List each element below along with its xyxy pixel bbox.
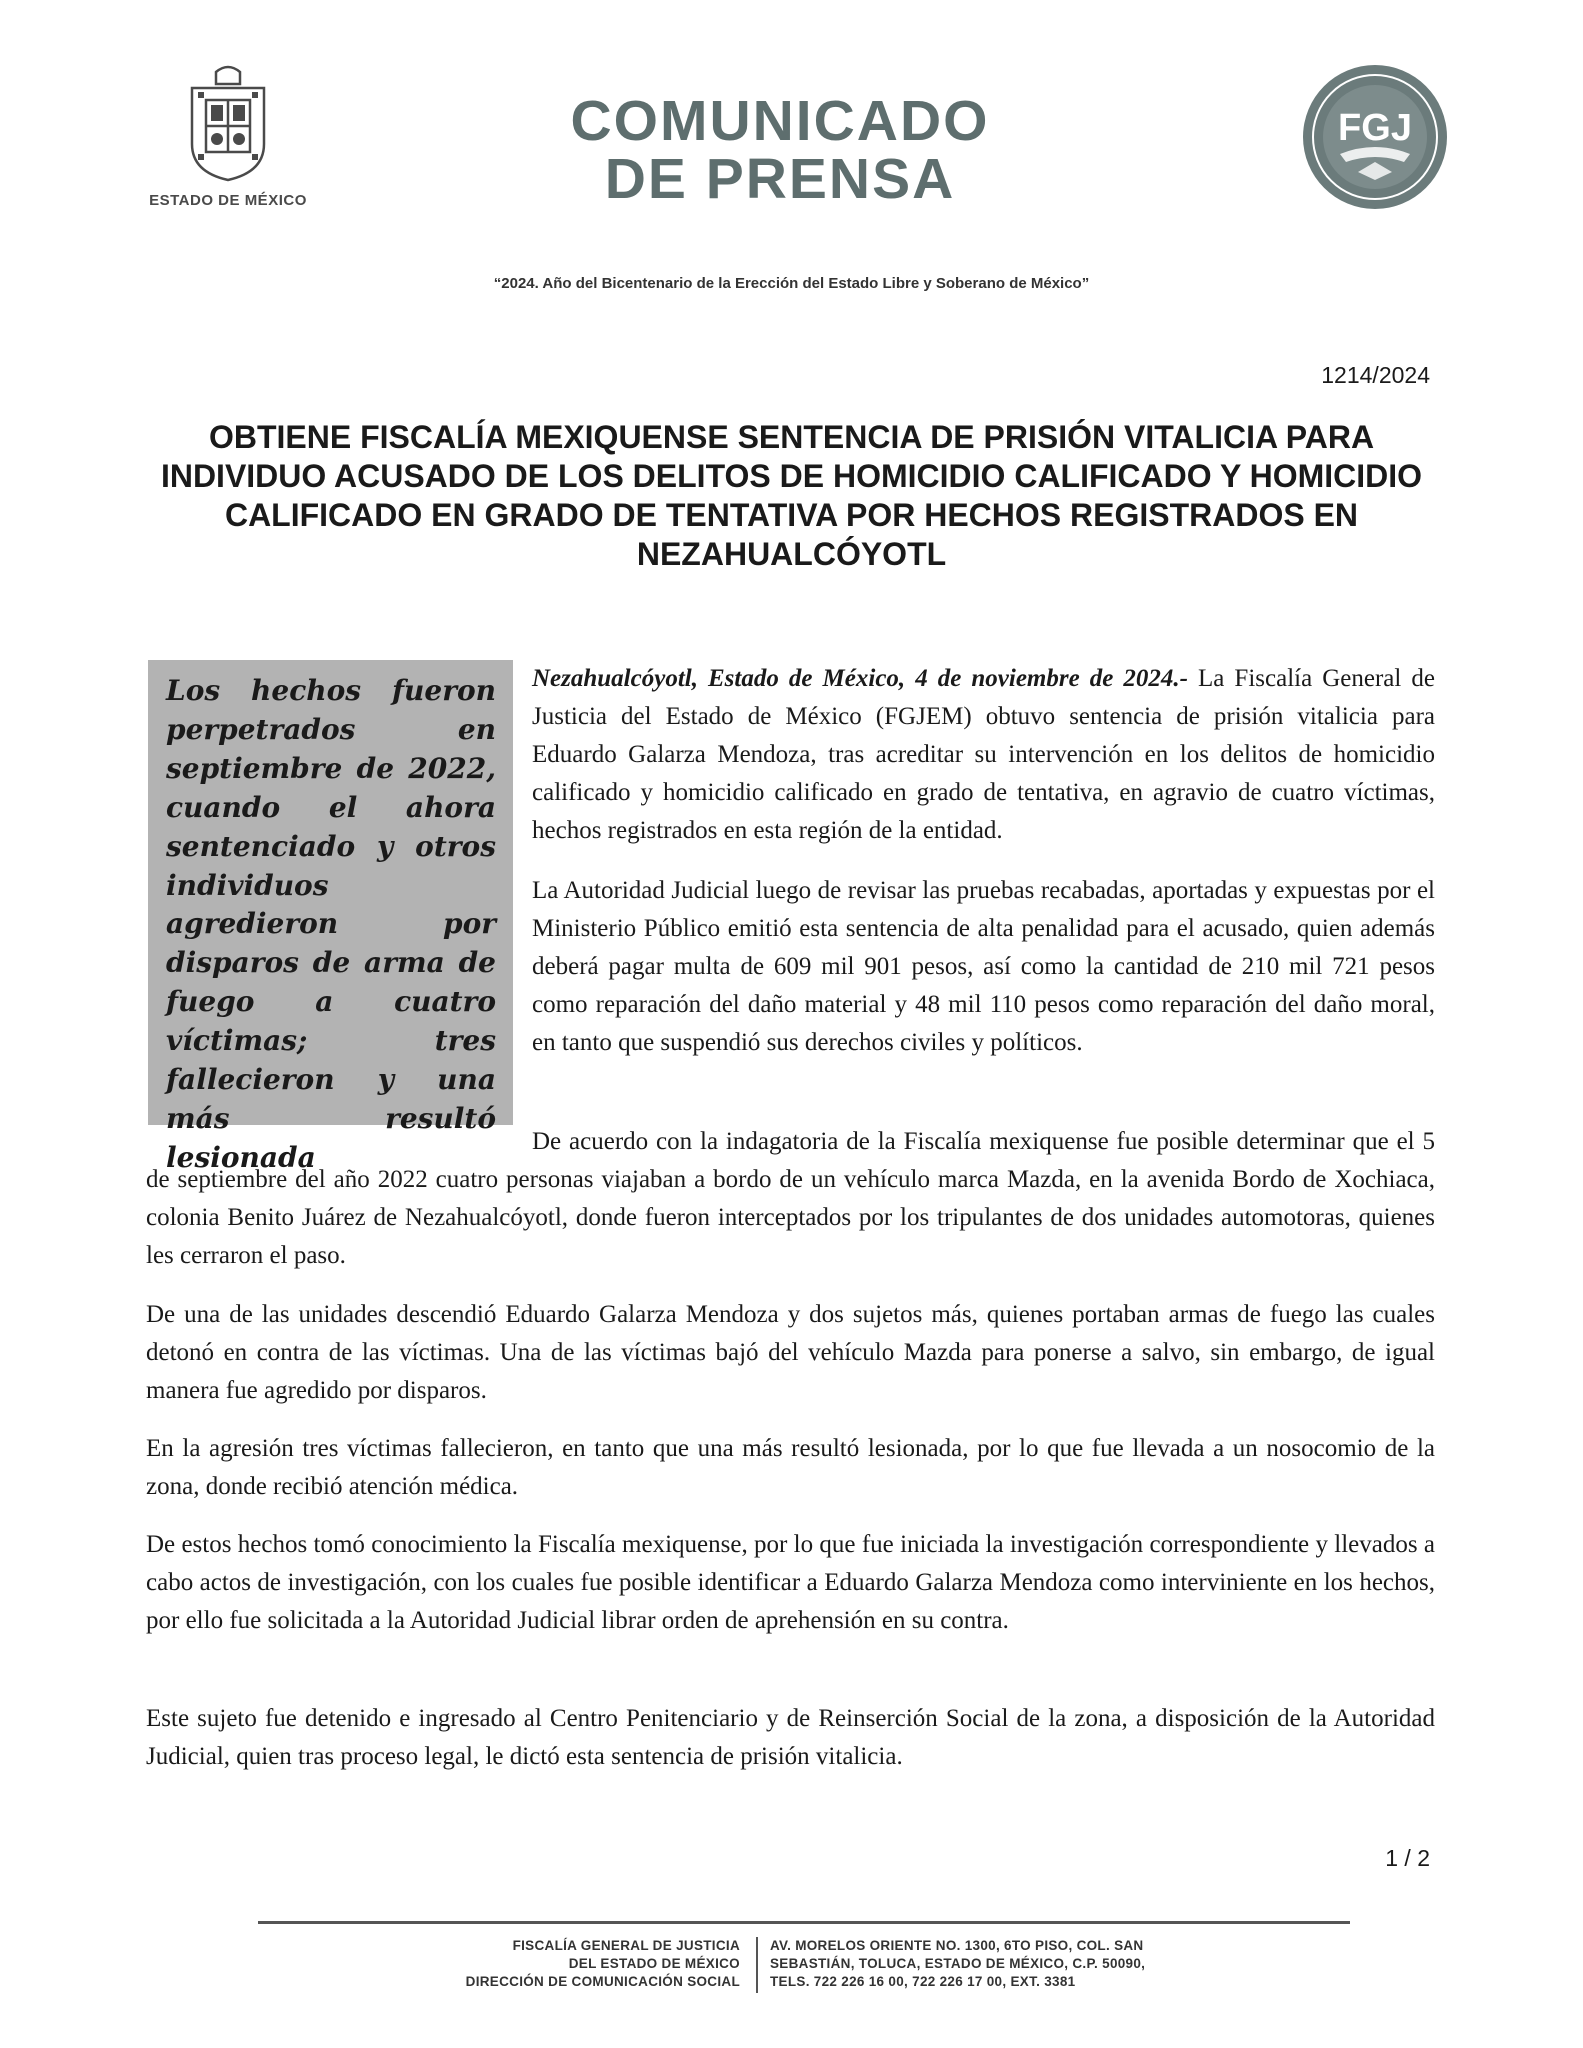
footer-institution [300,1937,740,1991]
fgj-logo [1300,62,1450,212]
release-number: 1214/2024 [1321,362,1430,388]
paragraph-1 [532,660,1435,850]
paragraph-4: De una de las unidades descendió Eduardo Galarza Mendoza y dos sujetos más, quienes portaban armas de fuego las cuales detonó en contra de las víctimas. Una de las víctimas bajó del vehículo Mazda para ponerse a salvo, sin embargo, de igual manera fue agredido por disparos. [146,1301,1435,1404]
footer-left-line-2: DEL ESTADO DE MÉXICO [568,1956,740,1971]
fgj-seal-icon [1300,62,1450,212]
title-line-2: DE PRENSA [604,147,956,211]
fgj-logo-text: FGJ [1338,107,1412,149]
footer-right-line-3: TELS. 722 226 16 00, 722 226 17 00, EXT. 3381 [770,1974,1076,1989]
headline: OBTIENE FISCALÍA MEXIQUENSE SENTENCIA DE PRISIÓN VITALICIA PARA INDIVIDUO ACUSADO DE LOS DELITOS DE HOMICIDIO CALIFICADO Y HOMICIDIO CALIFICADO EN GRADO DE TENTATIVA POR HECHOS REGISTRADOS EN NEZAHUALCÓYOTL [160,419,1423,572]
footer-left-line-1: FISCALÍA GENERAL DE JUSTICIA [512,1938,740,1953]
footer-divider-line [258,1921,1350,1924]
paragraph-6: De estos hechos tomó conocimiento la Fiscalía mexiquense, por lo que fue iniciada la investigación correspondiente y llevados a cabo actos de investigación, con los cuales fue posible identificar a Eduardo Galarza Mendoza como interviniente en los hechos, por ello fue solicitada a la Autoridad Judicial librar orden de aprehensión en su contra. [146,1531,1435,1634]
title-line-1: COMUNICADO [570,89,990,153]
footer-right-line-2: SEBASTIÁN, TOLUCA, ESTADO DE MÉXICO, C.P. 50090, [770,1956,1146,1971]
paragraph-3: De acuerdo con la indagatoria de la Fiscalía mexiquense fue posible determinar que el 5 de septiembre del año 2022 cuatro personas viajaban a bordo de un vehículo marca Mazda, en la avenida Bordo de Xochiaca, colonia Benito Juárez de Nezahualcóyotl, donde fueron interceptados por los tripulantes de dos unidades automotoras, quienes les cerraron el paso. [146,1128,1435,1269]
motto: “2024. Año del Bicentenario de la Erección del Estado Libre y Soberano de México” [493,275,1090,292]
paragraph-2: La Autoridad Judicial luego de revisar las pruebas recabadas, aportadas y expuestas por el Ministerio Público emitió esta sentencia de alta penalidad para el acusado, quien además deberá pagar multa de 609 mil 901 pesos, así como la cantidad de 210 mil 721 pesos como reparación del daño material y 48 mil 110 pesos como reparación del daño moral, en tanto que suspendió sus derechos civiles y políticos. [532,877,1435,1056]
footer-address [770,1937,1290,1991]
footer-right-line-1: AV. MORELOS ORIENTE NO. 1300, 6TO PISO, COL. SAN [770,1938,1144,1953]
footer-left-line-3: DIRECCIÓN DE COMUNICACIÓN SOCIAL [465,1974,740,1989]
page-number: 1 / 2 [1385,1845,1430,1871]
paragraph-7: Este sujeto fue detenido e ingresado al Centro Penitenciario y de Reinserción Social de la zona, a disposición de la Autoridad Judicial, quien tras proceso legal, le dictó esta sentencia de prisión vitalicia. [146,1705,1435,1770]
paragraph-5: En la agresión tres víctimas fallecieron, en tanto que una más resultó lesionada, por lo que fue llevada a un nosocomio de la zona, donde recibió atención médica. [146,1435,1435,1500]
state-label: ESTADO DE MÉXICO [149,192,307,209]
estado-de-mexico-logo [138,62,318,212]
footer-separator [756,1937,758,1993]
summary-text: Los hechos fueron perpetrados en septiembre de 2022, cuando el ahora sentenciado y otros individuos agredieron por disparos de arma de fuego a cuatro víctimas; tres fallecieron y una más resultó lesionada [166,674,496,1174]
dateline: Nezahualcóyotl, Estado de México, 4 de noviembre de 2024.- [532,665,1188,692]
page-title [450,89,1110,211]
coat-of-arms-icon [178,62,278,184]
summary-box [148,660,513,1174]
paragraph-1-text: La Fiscalía General de Justicia del Estado de México (FGJEM) obtuvo sentencia de prisión vitalicia para Eduardo Galarza Mendoza, tras acreditar su intervención en los delitos de homicidio calificado y homicidio calificado en grado de tentativa, en agravio de cuatro víctimas, hechos registrados en esta región de la entidad. [532,665,1435,844]
